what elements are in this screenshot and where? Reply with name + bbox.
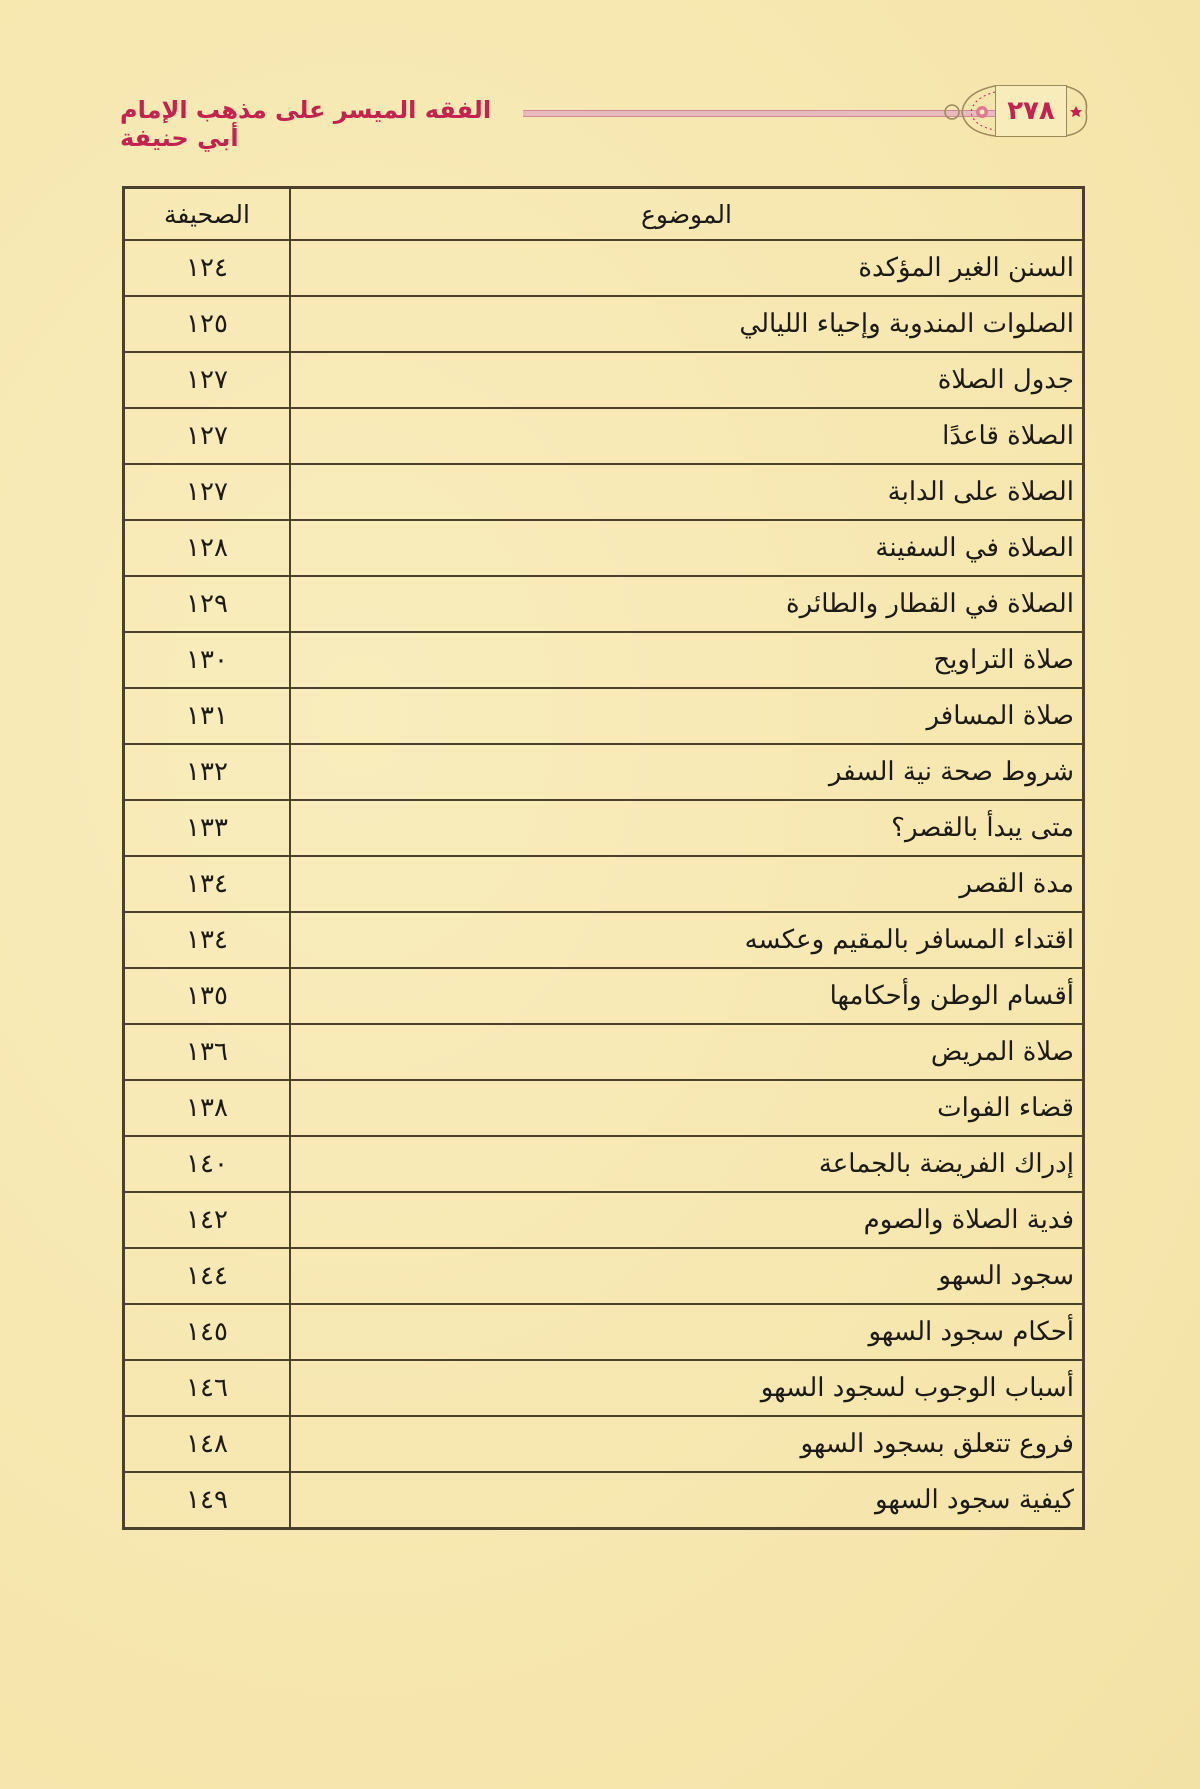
topic-cell: إدراك الفريضة بالجماعة [290,1136,1084,1192]
topic-cell: سجود السهو [290,1248,1084,1304]
page-cell: ١٢٥ [124,296,291,352]
book-title: الفقه الميسر على مذهب الإمام أبي حنيفة [120,96,492,152]
table-row [124,576,1084,632]
page-cell: ١٢٩ [124,576,291,632]
topic-cell: فدية الصلاة والصوم [290,1192,1084,1248]
topic-cell: الصلاة قاعدًا [290,408,1084,464]
page-cell: ١٤٩ [124,1472,291,1529]
topic-cell: صلاة المريض [290,1024,1084,1080]
column-header-topic: الموضوع [290,188,1084,241]
page-cell: ١٣٣ [124,800,291,856]
topic-cell: مدة القصر [290,856,1084,912]
column-header-page: الصحيفة [124,188,291,241]
page-cell: ١٢٤ [124,240,291,296]
table-header-row [124,188,1084,241]
page-cell: ١٣٤ [124,912,291,968]
table-row [124,968,1084,1024]
topic-cell: صلاة التراويح [290,632,1084,688]
table-row [124,800,1084,856]
table-row [124,1472,1084,1529]
topic-cell: جدول الصلاة [290,352,1084,408]
table-row [124,464,1084,520]
topic-cell: شروط صحة نية السفر [290,744,1084,800]
page-cell: ١٤٦ [124,1360,291,1416]
table-row [124,856,1084,912]
table-row [124,296,1084,352]
page-cell: ١٢٧ [124,352,291,408]
page-cell: ١٣٥ [124,968,291,1024]
page-cell: ١٤٥ [124,1304,291,1360]
page-cell: ١٤٢ [124,1192,291,1248]
page-cell: ١٤٠ [124,1136,291,1192]
topic-cell: الصلوات المندوبة وإحياء الليالي [290,296,1084,352]
table-row [124,352,1084,408]
page-number: ٢٧٨ [995,85,1067,137]
page-cell: ١٣٦ [124,1024,291,1080]
topic-cell: الصلاة على الدابة [290,464,1084,520]
table-row [124,1080,1084,1136]
page-cell: ١٣٨ [124,1080,291,1136]
topic-cell: صلاة المسافر [290,688,1084,744]
page-cell: ١٣٢ [124,744,291,800]
table-row [124,1248,1084,1304]
table-row [124,520,1084,576]
topic-cell: السنن الغير المؤكدة [290,240,1084,296]
page-number-ornament [940,82,1090,138]
table-row [124,912,1084,968]
index-table [122,186,1085,1530]
table-row [124,1416,1084,1472]
table-row [124,240,1084,296]
page-cell: ١٤٨ [124,1416,291,1472]
page-cell: ١٣١ [124,688,291,744]
topic-cell: أسباب الوجوب لسجود السهو [290,1360,1084,1416]
topic-cell: كيفية سجود السهو [290,1472,1084,1529]
table-row [124,408,1084,464]
table-row [124,1360,1084,1416]
page-cell: ١٣٠ [124,632,291,688]
table-row [124,744,1084,800]
topic-cell: الصلاة في القطار والطائرة [290,576,1084,632]
page-cell: ١٤٤ [124,1248,291,1304]
running-header [120,82,1090,152]
topic-cell: متى يبدأ بالقصر؟ [290,800,1084,856]
topic-cell: الصلاة في السفينة [290,520,1084,576]
index-table-container [122,186,1085,1530]
topic-cell: فروع تتعلق بسجود السهو [290,1416,1084,1472]
page-cell: ١٢٨ [124,520,291,576]
page-cell: ١٢٧ [124,408,291,464]
table-row [124,1136,1084,1192]
topic-cell: أحكام سجود السهو [290,1304,1084,1360]
table-row [124,632,1084,688]
topic-cell: اقتداء المسافر بالمقيم وعكسه [290,912,1084,968]
table-row [124,688,1084,744]
topic-cell: قضاء الفوات [290,1080,1084,1136]
topic-cell: أقسام الوطن وأحكامها [290,968,1084,1024]
page-cell: ١٢٧ [124,464,291,520]
page-cell: ١٣٤ [124,856,291,912]
table-row [124,1192,1084,1248]
table-row [124,1304,1084,1360]
table-row [124,1024,1084,1080]
